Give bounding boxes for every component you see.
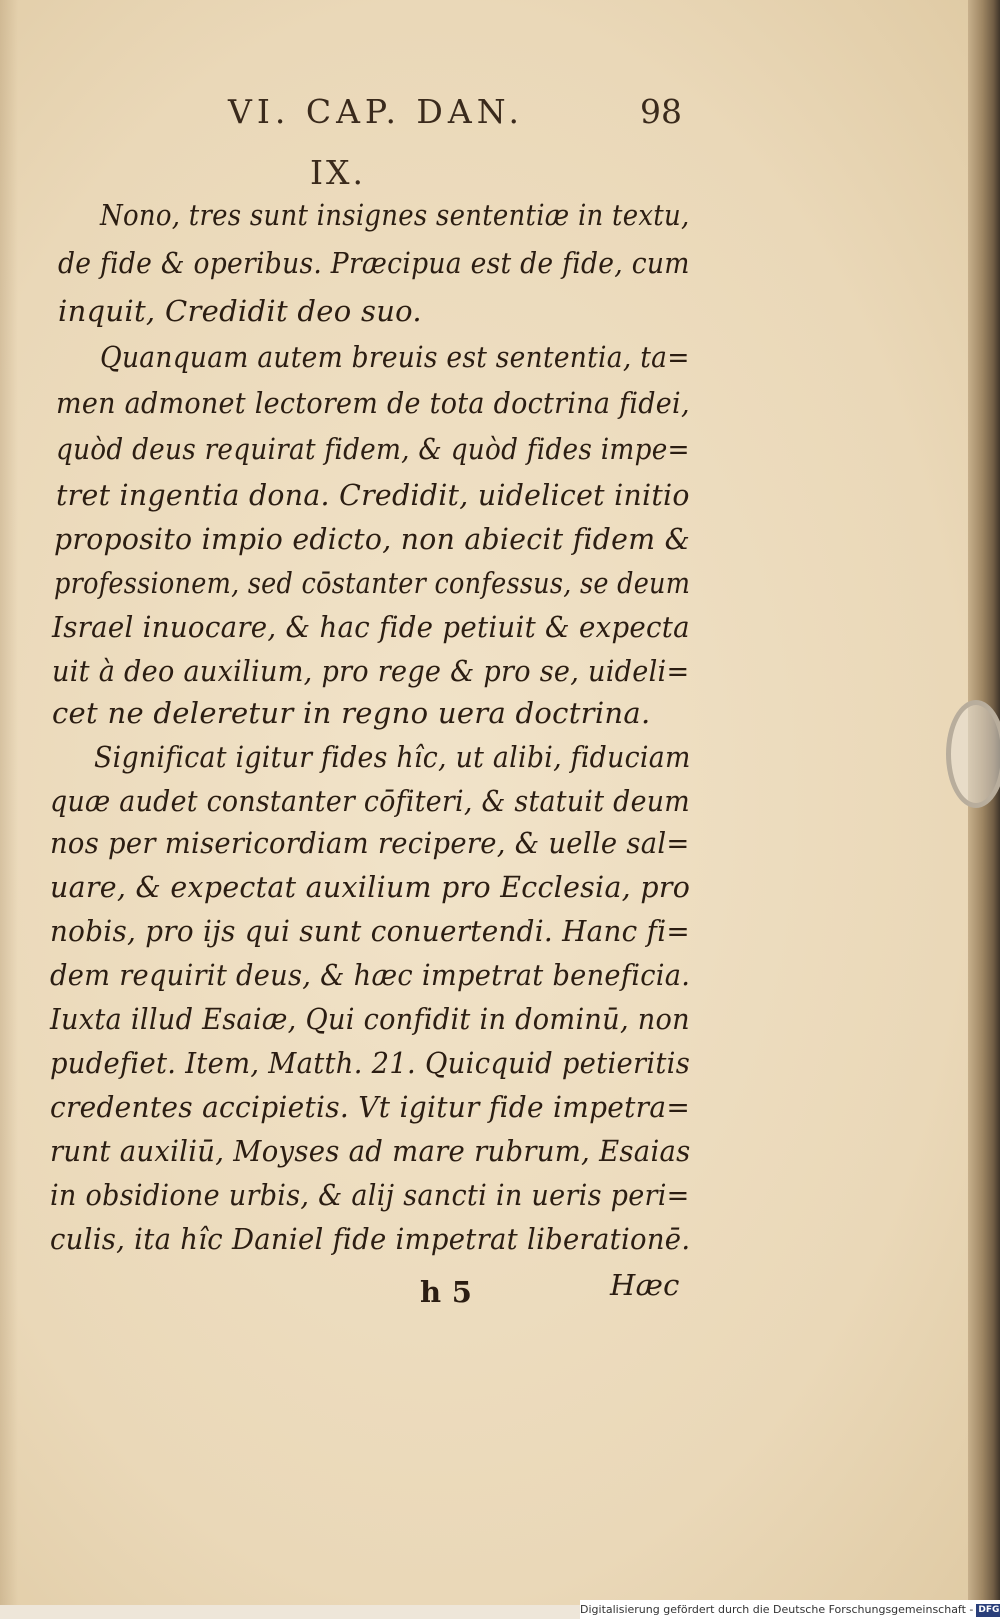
text-line: Quanquam autem breuis est sententia, ta= xyxy=(100,340,690,374)
text-line: runt auxiliū, Moyses ad mare rubrum, Esaias xyxy=(50,1134,691,1168)
text-line: Iuxta illud Esaiæ, Qui confidit in dominū, non xyxy=(50,1002,690,1036)
running-head: VI. CAP. DAN. xyxy=(228,92,524,131)
book-clasp xyxy=(946,700,1000,808)
text-line: Israel inuocare, & hac fide petiuit & expecta xyxy=(52,610,690,644)
text-line: de fide & operibus. Præcipua est de fide, cum xyxy=(58,246,690,280)
text-line: uit à deo auxilium, pro rege & pro se, uideli= xyxy=(52,654,690,688)
text-line: credentes accipietis. Vt igitur fide impetra= xyxy=(50,1090,691,1124)
page-gutter-shadow xyxy=(0,0,18,1605)
section-number: IX. xyxy=(310,153,367,192)
text-line: quòd deus requirat fidem, & quòd fides impe= xyxy=(56,432,690,466)
folio-number: 98 xyxy=(640,92,682,131)
text-line: quæ audet constanter cōfiteri, & statuit deum xyxy=(50,784,691,818)
text-line: pudefiet. Item, Matth. 21. Quicquid petieritis xyxy=(50,1046,691,1080)
text-line: cet ne deleretur in regno uera doctrina. xyxy=(52,696,651,730)
text-line: in obsidione urbis, & alij sancti in ueris peri= xyxy=(50,1178,690,1212)
text-line: culis, ita hîc Daniel fide impetrat liberationē. xyxy=(50,1222,691,1256)
text-line: nobis, pro ijs qui sunt conuertendi. Hanc fi= xyxy=(50,914,690,948)
text-line: men admonet lectorem de tota doctrina fidei, xyxy=(56,386,690,420)
text-line: dem requirit deus, & hæc impetrat beneficia. xyxy=(50,958,691,992)
catchword: Hæc xyxy=(610,1268,680,1302)
text-line: nos per misericordiam recipere, & uelle sal= xyxy=(50,826,690,860)
text-line: Nono, tres sunt insignes sententiæ in textu, xyxy=(100,198,690,232)
text-line: inquit, Credidit deo suo. xyxy=(58,294,422,328)
credit-text: Digitalisierung gefördert durch die Deutsche Forschungsgemeinschaft - xyxy=(580,1603,974,1616)
text-line: proposito impio edicto, non abiecit fidem & xyxy=(54,522,691,556)
text-line: uare, & expectat auxilium pro Ecclesia, pro xyxy=(50,870,691,904)
dfg-logo: DFG xyxy=(978,1604,1000,1615)
text-line: tret ingentia dona. Credidit, uidelicet initio xyxy=(56,478,690,512)
text-line: professionem, sed cōstanter confessus, se deum xyxy=(54,566,691,600)
text-line: Significat igitur fides hîc, ut alibi, fiduciam xyxy=(94,740,691,774)
digitization-credit xyxy=(580,1600,1000,1619)
signature-mark: h 5 xyxy=(420,1275,473,1309)
